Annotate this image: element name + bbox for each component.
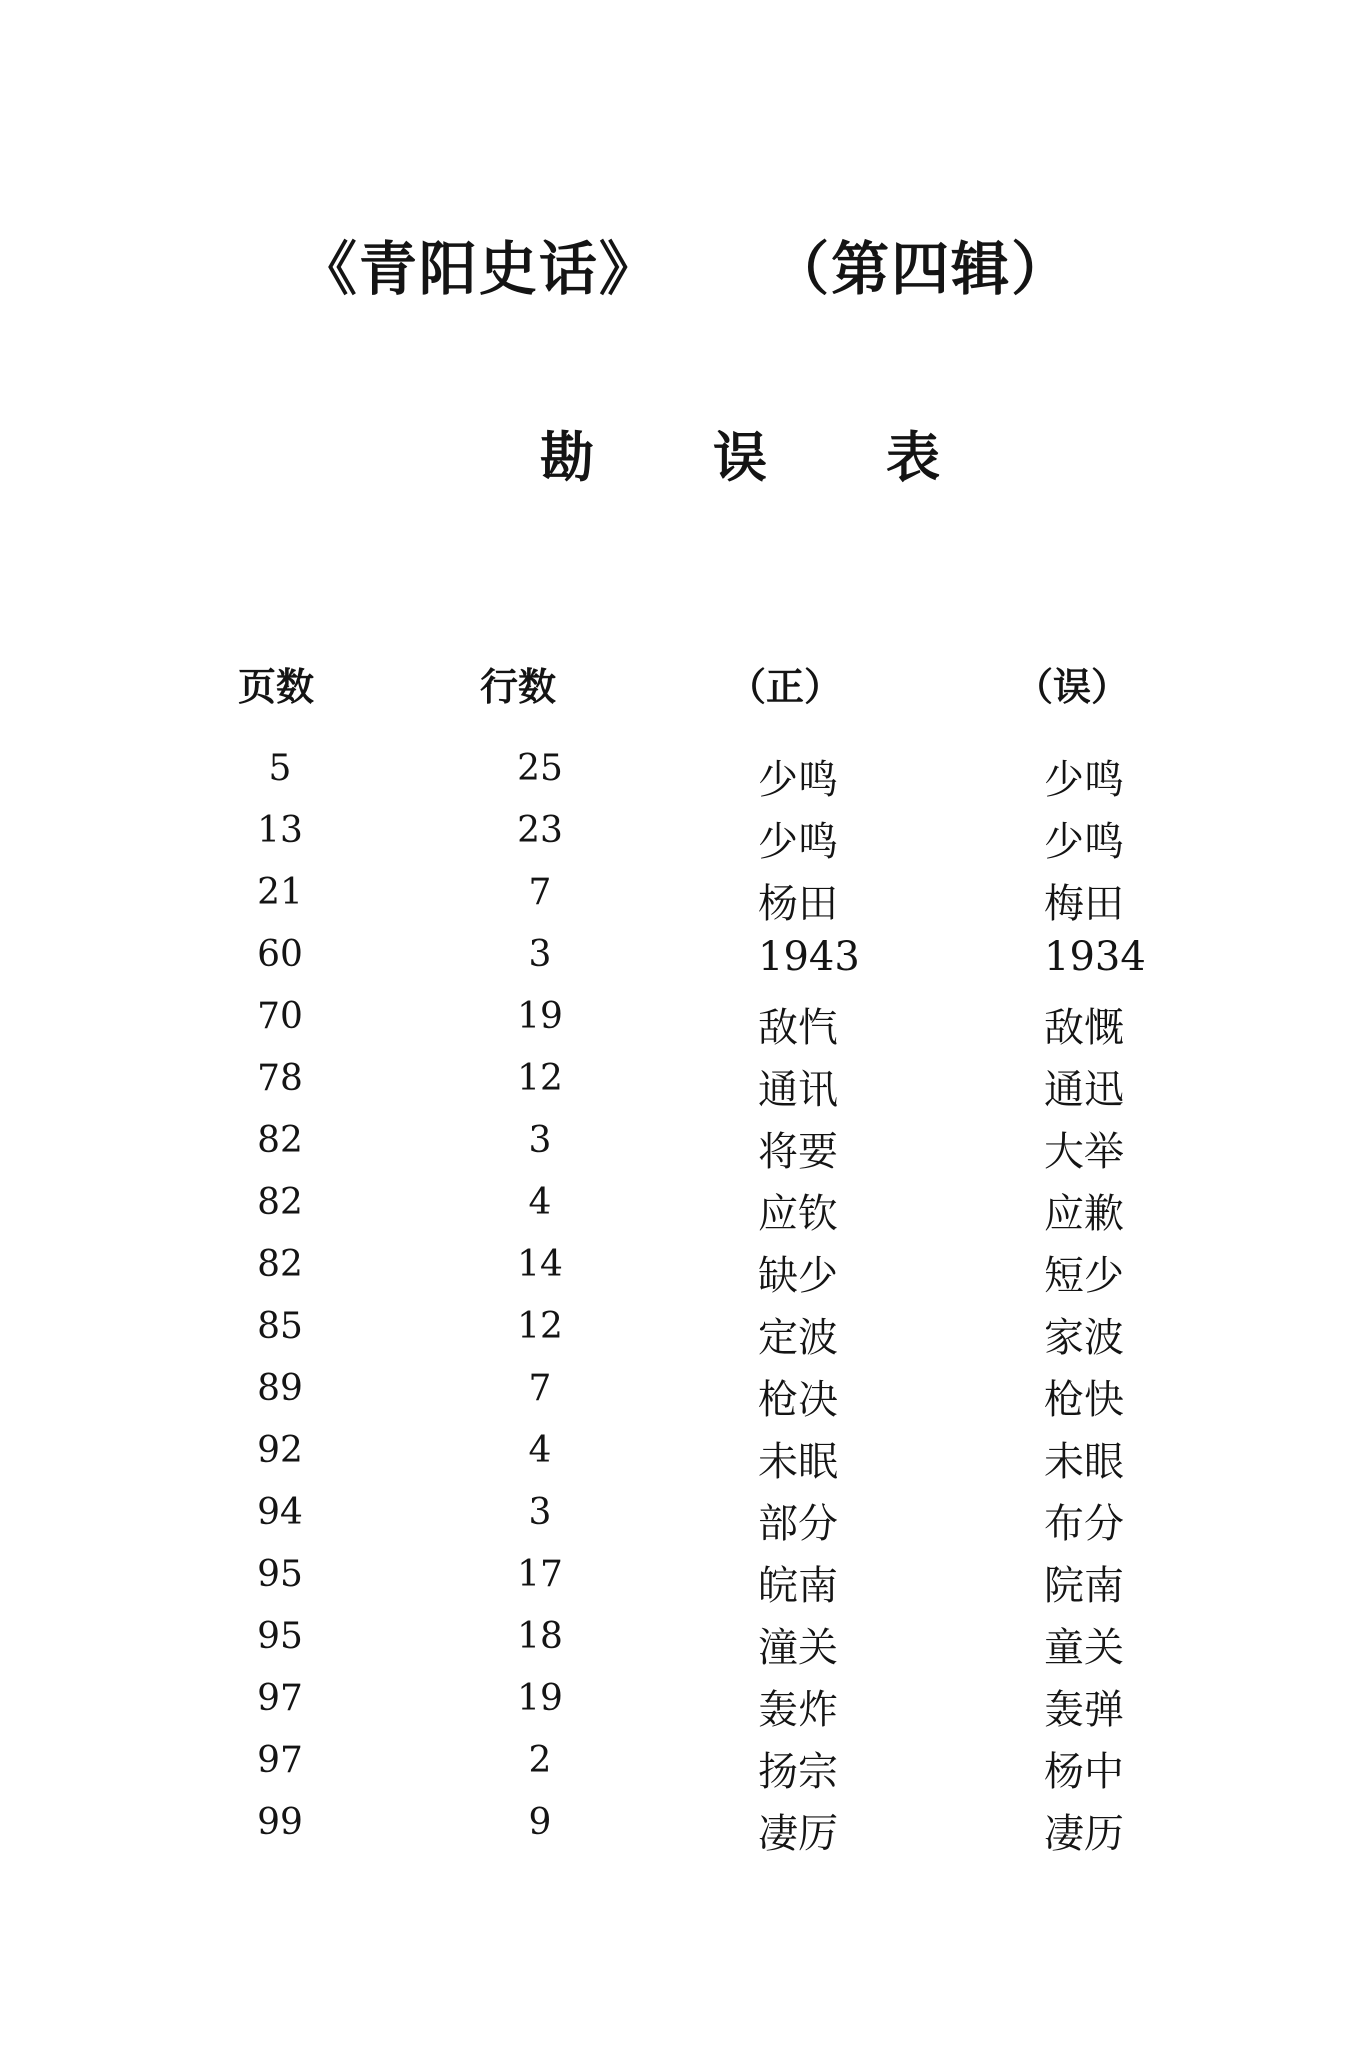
cell-correct: 扬宗: [758, 1749, 838, 1795]
table-row: [0, 1368, 1370, 1430]
cell-page: 82: [257, 1244, 303, 1285]
cell-wrong: 敌慨: [1044, 1005, 1124, 1051]
cell-line: 2: [528, 1740, 552, 1781]
errata-table: [0, 656, 1370, 1864]
cell-line: 4: [528, 1430, 552, 1471]
cell-wrong: 家波: [1044, 1315, 1124, 1361]
cell-wrong: 杨中: [1044, 1749, 1124, 1795]
cell-line: 3: [528, 1120, 552, 1161]
book-name: 《青阳史话》: [298, 235, 659, 303]
cell-correct: 定波: [758, 1315, 838, 1361]
header-page: 页数: [238, 665, 315, 709]
cell-wrong: 凄历: [1044, 1811, 1124, 1857]
errata-heading: [540, 415, 940, 492]
cell-correct: 少鸣: [758, 819, 838, 865]
cell-correct: 通讯: [758, 1067, 838, 1113]
cell-line: 19: [517, 1678, 563, 1719]
heading-char: 勘: [540, 426, 594, 489]
cell-page: 70: [257, 996, 303, 1037]
table-row: [0, 1182, 1370, 1244]
cell-wrong: 枪快: [1044, 1377, 1124, 1423]
heading-char: 表: [886, 426, 940, 489]
cell-line: 18: [517, 1616, 563, 1657]
cell-page: 85: [257, 1306, 303, 1347]
cell-correct: 凄厉: [758, 1811, 838, 1857]
cell-wrong: 轰弹: [1044, 1687, 1124, 1733]
cell-correct: 部分: [758, 1501, 838, 1547]
cell-wrong: 短少: [1044, 1253, 1124, 1299]
cell-line: 3: [528, 1492, 552, 1533]
cell-page: 97: [257, 1678, 303, 1719]
cell-page: 13: [257, 810, 303, 851]
cell-correct: 皖南: [758, 1563, 838, 1609]
cell-page: 94: [257, 1492, 303, 1533]
cell-page: 95: [257, 1554, 303, 1595]
cell-line: 23: [517, 810, 563, 851]
cell-correct: 敌忾: [758, 1005, 838, 1051]
cell-correct: 杨田: [758, 881, 838, 927]
cell-page: 97: [257, 1740, 303, 1781]
cell-line: 4: [528, 1182, 552, 1223]
cell-line: 17: [517, 1554, 563, 1595]
cell-line: 7: [528, 872, 552, 913]
table-row: [0, 1244, 1370, 1306]
cell-page: 78: [257, 1058, 303, 1099]
cell-page: 95: [257, 1616, 303, 1657]
cell-wrong: 未眼: [1044, 1439, 1124, 1485]
header-wrong: （误）: [1015, 665, 1130, 709]
table-row: [0, 1740, 1370, 1802]
table-row: [0, 1554, 1370, 1616]
table-row: [0, 1616, 1370, 1678]
cell-page: 21: [257, 872, 303, 913]
table-row: [0, 996, 1370, 1058]
cell-correct: 轰炸: [758, 1687, 838, 1733]
cell-correct: 应钦: [758, 1191, 838, 1237]
cell-line: 14: [517, 1244, 563, 1285]
cell-wrong: 童关: [1044, 1625, 1124, 1671]
cell-correct: 潼关: [758, 1625, 838, 1671]
table-row: [0, 934, 1370, 996]
header-correct: （正）: [728, 665, 843, 709]
cell-line: 12: [517, 1058, 563, 1099]
cell-correct: 缺少: [758, 1253, 838, 1299]
cell-page: 5: [268, 748, 292, 789]
cell-page: 92: [257, 1430, 303, 1471]
cell-correct: 将要: [758, 1129, 838, 1175]
cell-line: 25: [517, 748, 563, 789]
cell-wrong: 1934: [1044, 934, 1146, 980]
table-row: [0, 1802, 1370, 1864]
table-row: [0, 1306, 1370, 1368]
cell-wrong: 少鸣: [1044, 819, 1124, 865]
cell-correct: 1943: [758, 934, 860, 980]
table-row: [0, 872, 1370, 934]
table-row: [0, 1678, 1370, 1740]
cell-page: 60: [257, 934, 303, 975]
cell-line: 19: [517, 996, 563, 1037]
book-volume: （第四辑）: [771, 235, 1072, 303]
cell-page: 82: [257, 1120, 303, 1161]
table-row: [0, 748, 1370, 810]
cell-correct: 未眠: [758, 1439, 838, 1485]
cell-correct: 少鸣: [758, 757, 838, 803]
cell-wrong: 少鸣: [1044, 757, 1124, 803]
table-row: [0, 1058, 1370, 1120]
cell-wrong: 大举: [1044, 1129, 1124, 1175]
cell-wrong: 通迅: [1044, 1067, 1124, 1113]
cell-wrong: 院南: [1044, 1563, 1124, 1609]
cell-page: 89: [257, 1368, 303, 1409]
table-header-row: [0, 656, 1370, 748]
table-row: [0, 1430, 1370, 1492]
book-title: [0, 222, 1370, 306]
cell-correct: 枪决: [758, 1377, 838, 1423]
heading-char: 误: [713, 426, 767, 489]
table-row: [0, 1120, 1370, 1182]
cell-line: 12: [517, 1306, 563, 1347]
header-line: 行数: [480, 665, 557, 709]
cell-wrong: 梅田: [1044, 881, 1124, 927]
cell-line: 7: [528, 1368, 552, 1409]
cell-page: 99: [257, 1802, 303, 1843]
cell-page: 82: [257, 1182, 303, 1223]
table-row: [0, 810, 1370, 872]
table-row: [0, 1492, 1370, 1554]
cell-line: 9: [528, 1802, 552, 1843]
cell-wrong: 布分: [1044, 1501, 1124, 1547]
cell-line: 3: [528, 934, 552, 975]
cell-wrong: 应歉: [1044, 1191, 1124, 1237]
